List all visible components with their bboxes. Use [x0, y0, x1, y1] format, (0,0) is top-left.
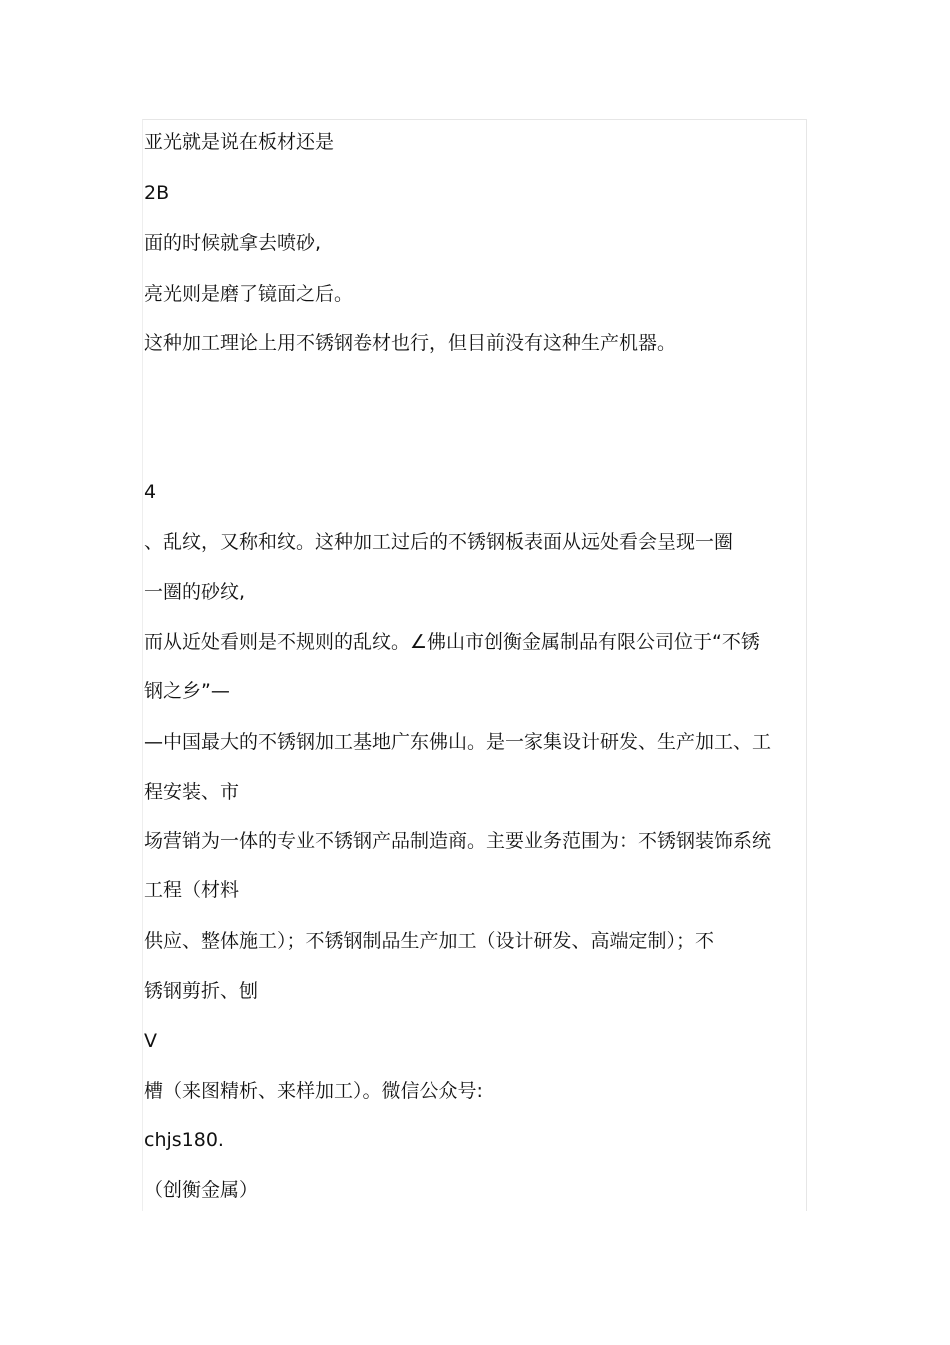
- text-line: 2B: [144, 182, 170, 204]
- text-line: 槽（来图精析、来样加工）。微信公众号:: [144, 1080, 483, 1102]
- text-line: 这种加工理论上用不锈钢卷材也行，但目前没有这种生产机器。: [144, 332, 677, 354]
- text-line: 供应、整体施工）；不锈钢制品生产加工（设计研发、高端定制）；不: [144, 930, 715, 952]
- text-line: chjs180.: [144, 1129, 224, 1151]
- text-line: 一圈的砂纹,: [144, 581, 246, 603]
- text-line: （创衡金属）: [144, 1179, 259, 1201]
- text-line: 亚光就是说在板材还是: [144, 131, 335, 153]
- text-line: 4: [144, 481, 157, 503]
- text-line: V: [144, 1030, 157, 1052]
- text-line: —中国最大的不锈钢加工基地广东佛山。是一家集设计研发、生产加工、工: [144, 731, 772, 753]
- text-line: 钢之乡”—: [144, 680, 230, 702]
- text-line: 工程（材料: [144, 879, 240, 901]
- text-line: 程安装、市: [144, 781, 240, 803]
- text-line: 场营销为一体的专业不锈钢产品制造商。主要业务范围为：不锈钢装饰系统: [144, 830, 772, 852]
- text-line: 而从近处看则是不规则的乱纹。∠佛山市创衡金属制品有限公司位于“不锈: [144, 631, 760, 653]
- text-line: 亮光则是磨了镜面之后。: [144, 283, 354, 305]
- text-line: 锈钢剪折、刨: [144, 980, 259, 1002]
- text-line: 面的时候就拿去喷砂,: [144, 232, 322, 254]
- text-line: 、乱纹，又称和纹。这种加工过后的不锈钢板表面从远处看会呈现一圈: [144, 531, 734, 553]
